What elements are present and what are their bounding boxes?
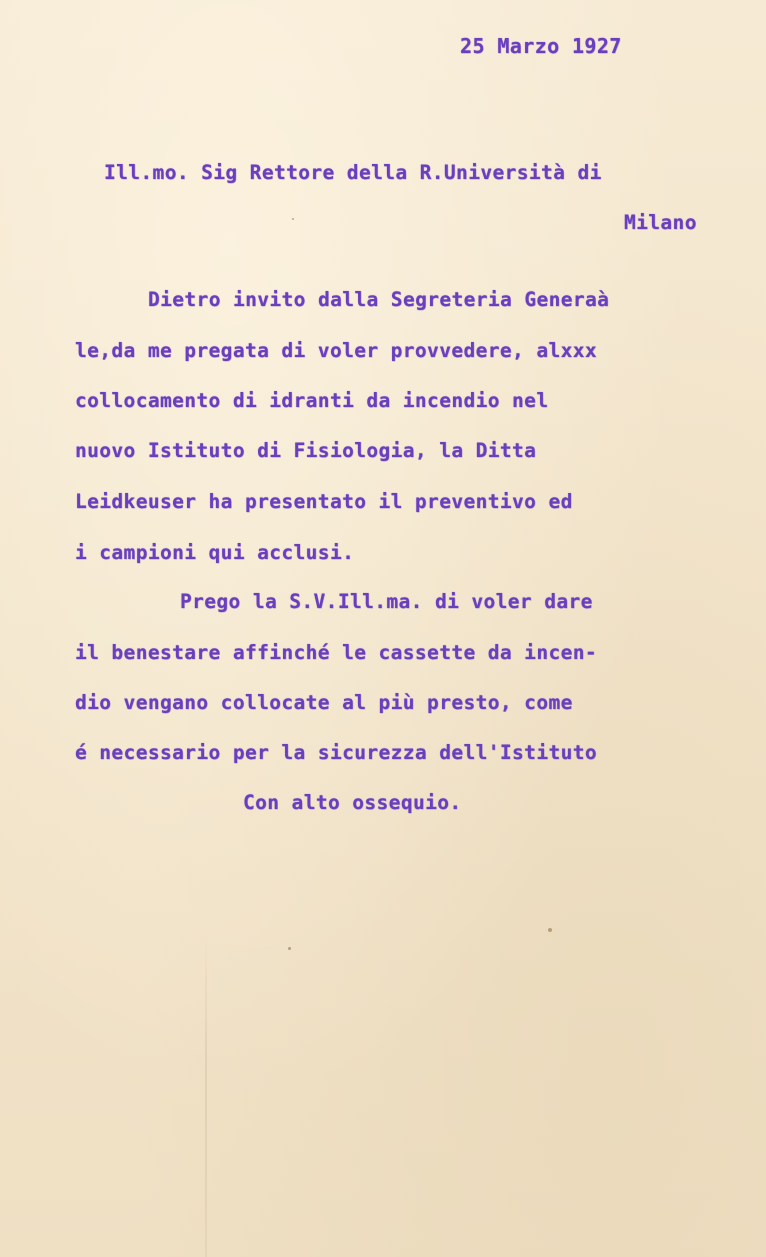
closing-line: Con alto ossequio. [243, 791, 462, 814]
body-line: Dietro invito dalla Segreteria Generaà [148, 288, 610, 311]
body-line: Leidkeuser ha presentato il preventivo ed [75, 490, 573, 513]
letter-date: 25 Marzo 1927 [460, 34, 622, 58]
addressee-line: Ill.mo. Sig Rettore della R.Università di [104, 161, 602, 184]
paper-speck [548, 928, 552, 932]
body-line: nuovo Istituto di Fisiologia, la Ditta [75, 439, 537, 462]
body-line: dio vengano collocate al più presto, come [75, 691, 573, 714]
paper-speck [292, 218, 294, 220]
addressee-city: Milano [624, 211, 697, 234]
body-line: i campioni qui acclusi. [75, 541, 355, 564]
body-line: collocamento di idranti da incendio nel [75, 389, 549, 412]
body-line: il benestare affinché le cassette da incen- [75, 641, 598, 664]
paper-fold [205, 930, 207, 1257]
body-line: Prego la S.V.Ill.ma. di voler dare [180, 590, 593, 613]
body-line: é necessario per la sicurezza dell'Istituto [75, 741, 598, 764]
body-line: le,da me pregata di voler provvedere, alxxx [75, 339, 598, 362]
paper-speck [288, 947, 291, 950]
